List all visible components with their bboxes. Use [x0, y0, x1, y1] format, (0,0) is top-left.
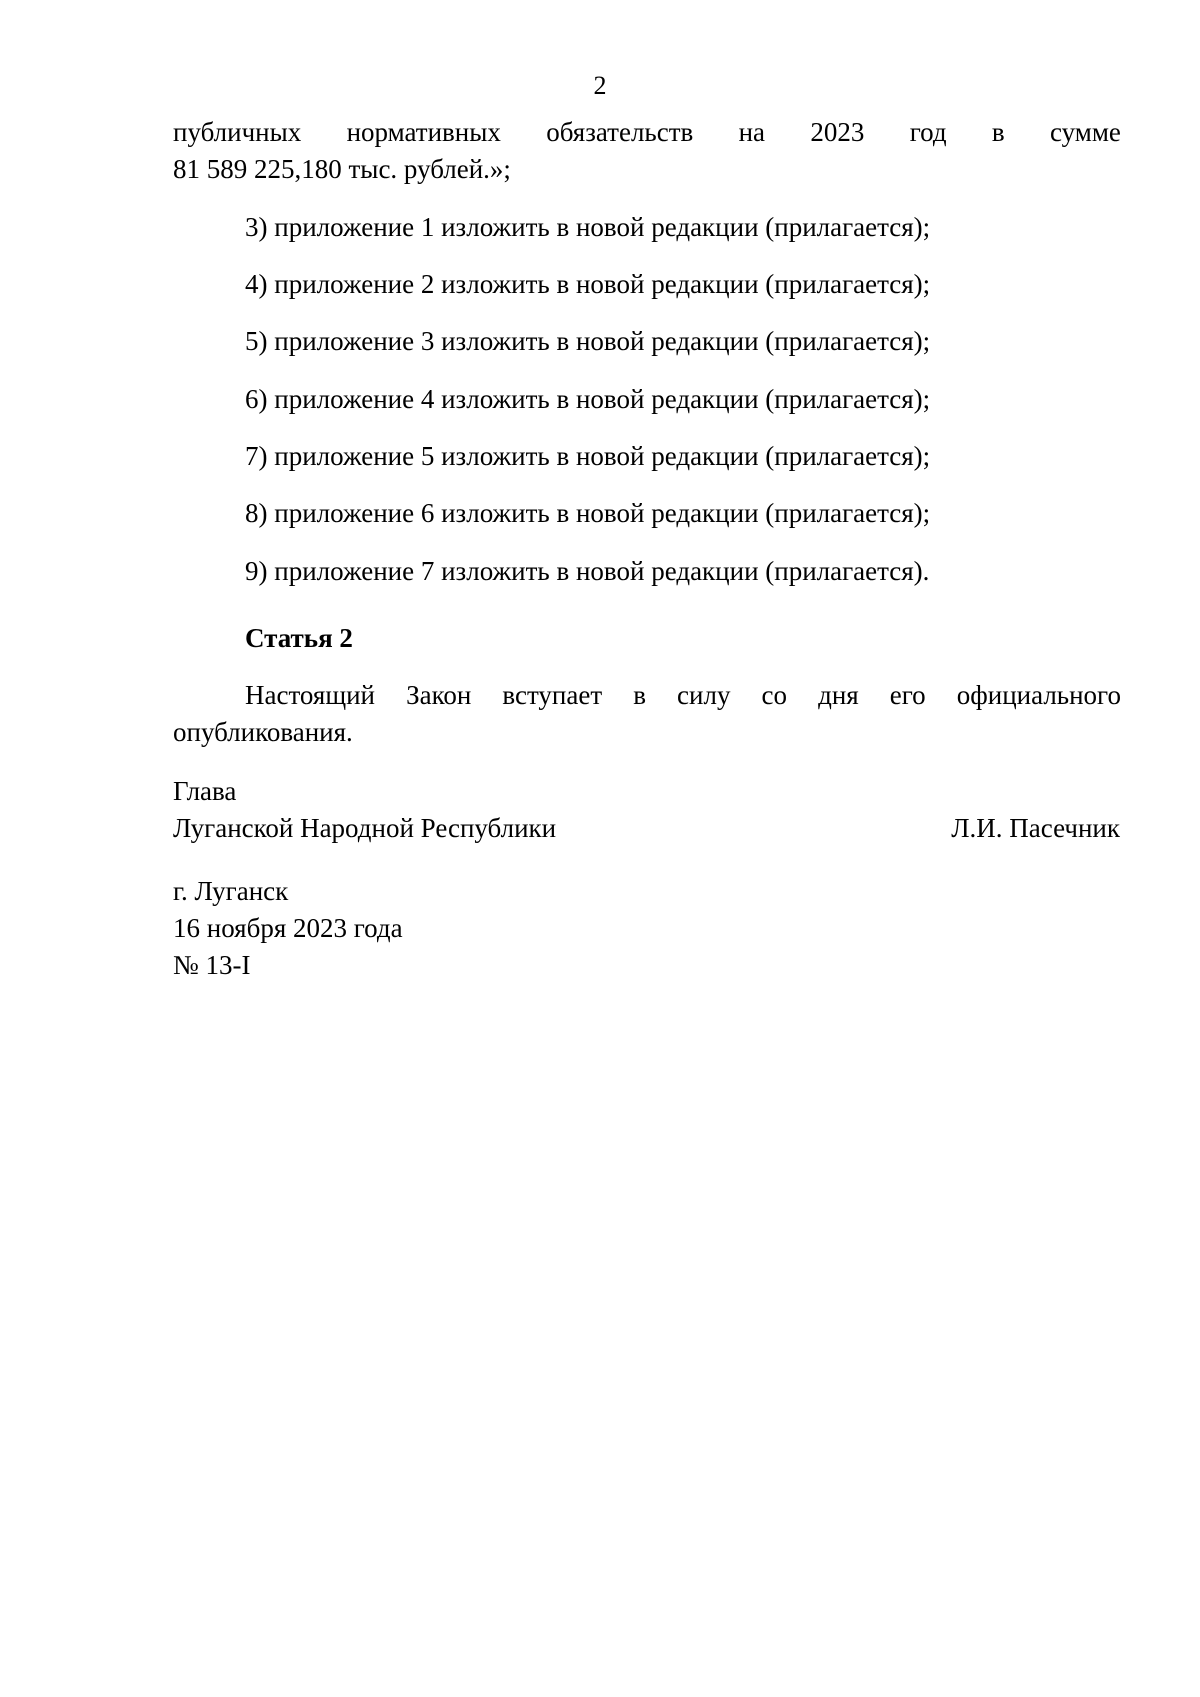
- article-heading: Статья 2: [245, 623, 353, 653]
- law-number: № 13-I: [173, 950, 251, 980]
- word: публичных: [173, 117, 302, 147]
- word: в: [633, 680, 646, 710]
- signer-title-line-2: Луганской Народной Республики: [173, 813, 557, 843]
- word: его: [889, 680, 926, 710]
- word: Настоящий: [245, 680, 376, 710]
- word: нормативных: [346, 117, 501, 147]
- signer-title-line-1: Глава: [173, 776, 237, 806]
- list-item: 6) приложение 4 изложить в новой редакции (прилагается);: [245, 384, 931, 414]
- list-item: 9) приложение 7 изложить в новой редакции (прилагается).: [245, 556, 930, 586]
- issue-city: г. Луганск: [173, 876, 289, 906]
- word: на: [738, 117, 766, 147]
- issue-date: 16 ноября 2023 года: [173, 913, 403, 943]
- word: Закон: [406, 680, 472, 710]
- paragraph-continuation-line-2: 81 589 225,180 тыс. рублей.»;: [173, 154, 511, 184]
- word: в: [991, 117, 1005, 147]
- word: вступает: [502, 680, 603, 710]
- article-text-line-1: [245, 677, 1121, 713]
- list-item: 7) приложение 5 изложить в новой редакции (прилагается);: [245, 441, 931, 471]
- page-number: 2: [593, 71, 607, 100]
- list-item: 5) приложение 3 изложить в новой редакции (прилагается);: [245, 326, 931, 356]
- word: 2023: [810, 117, 865, 147]
- list-item: 8) приложение 6 изложить в новой редакции (прилагается);: [245, 498, 931, 528]
- list-item: 4) приложение 2 изложить в новой редакции (прилагается);: [245, 269, 931, 299]
- list-item: 3) приложение 1 изложить в новой редакции (прилагается);: [245, 212, 931, 242]
- word: сумме: [1049, 117, 1121, 147]
- article-text-line-2: опубликования.: [173, 717, 353, 747]
- word: год: [909, 117, 947, 147]
- word: дня: [818, 680, 859, 710]
- word: обязательств: [546, 117, 694, 147]
- signer-name: Л.И. Пасечник: [951, 813, 1120, 843]
- word: официального: [956, 680, 1121, 710]
- paragraph-continuation-line-1: [173, 114, 1121, 150]
- word: со: [761, 680, 788, 710]
- word: силу: [677, 680, 731, 710]
